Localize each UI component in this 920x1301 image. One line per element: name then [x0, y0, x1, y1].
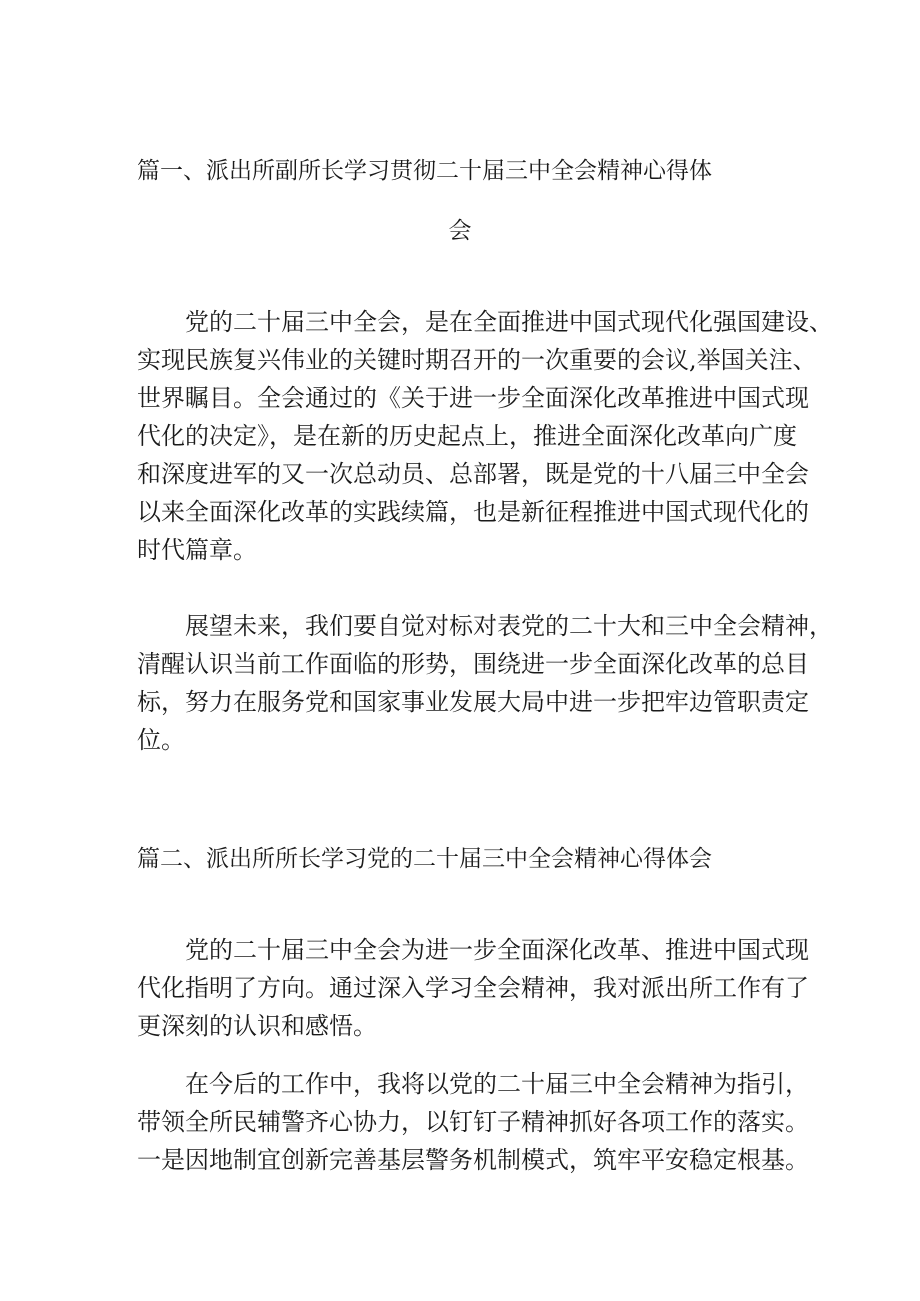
paragraph-line: 和深度进军的又一次总动员、总部署，既是党的十八届三中全会	[137, 460, 809, 488]
paragraph-line: 更深刻的认识和感悟。	[137, 1012, 377, 1040]
paragraph-line: 世界瞩目。全会通过的《关于进一步全面深化改革推进中国式现	[137, 384, 809, 412]
paragraph-line: 清醒认识当前工作面临的形势，围绕进一步全面深化改革的总目	[137, 650, 809, 678]
paragraph-line: 一是因地制宜创新完善基层警务机制模式，筑牢平安稳定根基。	[137, 1146, 809, 1174]
paragraph-line: 标，努力在服务党和国家事业发展大局中进一步把牢边管职责定	[137, 688, 809, 716]
paragraph-line: 展望未来，我们要自觉对标对表党的二十大和三中全会精神，	[185, 612, 833, 640]
paragraph-line: 以来全面深化改革的实践续篇，也是新征程推进中国式现代化的	[137, 498, 809, 526]
section1-title-line2: 会	[448, 218, 472, 244]
paragraph-line: 党的二十届三中全会，是在全面推进中国式现代化强国建设、	[185, 308, 833, 336]
paragraph-line: 代化的决定》，是在新的历史起点上，推进全面深化改革向广度	[137, 422, 797, 450]
paragraph-line: 党的二十届三中全会为进一步全面深化改革、推进中国式现	[185, 936, 809, 964]
paragraph-line: 代化指明了方向。通过深入学习全会精神，我对派出所工作有了	[137, 974, 809, 1002]
paragraph-line: 在今后的工作中，我将以党的二十届三中全会精神为指引，	[185, 1070, 809, 1098]
section2-paragraph1	[137, 931, 809, 1045]
section1-paragraph1	[137, 303, 833, 569]
paragraph-line: 位。	[137, 726, 185, 754]
section1-title-line1: 篇一、派出所副所长学习贯彻二十届三中全会精神心得体	[137, 158, 712, 184]
paragraph-line: 带领全所民辅警齐心协力，以钉钉子精神抓好各项工作的落实。	[137, 1108, 809, 1136]
paragraph-line: 实现民族复兴伟业的关键时期召开的一次重要的会议,举国关注、	[137, 346, 817, 374]
section2-paragraph2	[137, 1065, 809, 1179]
paragraph-line: 时代篇章。	[137, 536, 257, 564]
section2-title: 篇二、派出所所长学习党的二十届三中全会精神心得体会	[137, 846, 712, 872]
section1-paragraph2	[137, 607, 833, 759]
